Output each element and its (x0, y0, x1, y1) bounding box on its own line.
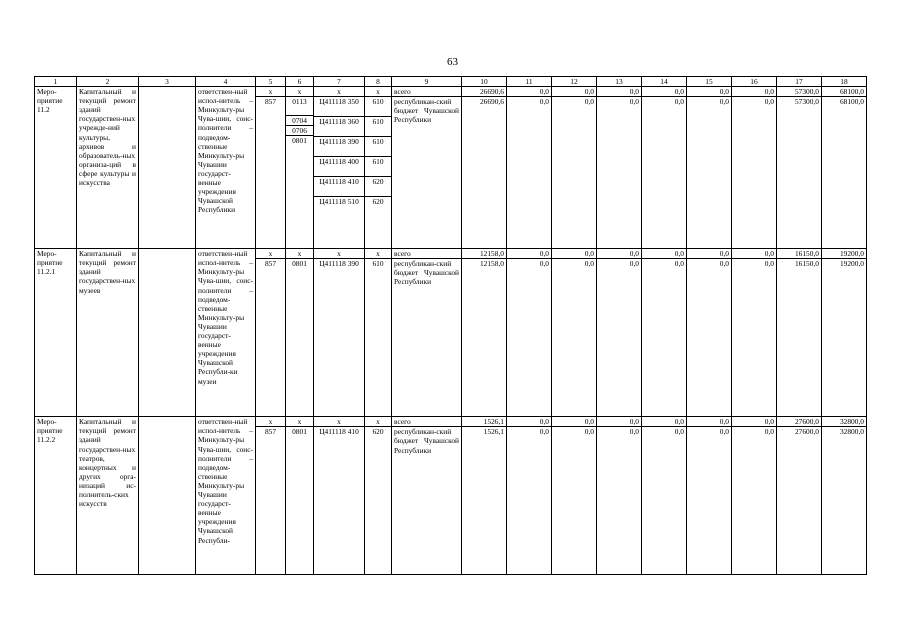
source-cell: всего (392, 87, 462, 97)
empty-cell (139, 249, 196, 417)
csr-cell: Ц411118 390 (314, 259, 365, 417)
value-cell: 32800,0 (822, 427, 867, 575)
value-cell: 0,0 (507, 417, 552, 427)
vr-cell: 620 (365, 177, 391, 197)
value-cell: 0,0 (507, 87, 552, 97)
value-cell: 0,0 (642, 259, 687, 417)
column-number-10: 10 (462, 77, 507, 87)
vr-cell: x (365, 87, 392, 97)
rz-cell: x (286, 87, 314, 97)
value-cell: 68100,0 (822, 87, 867, 97)
column-number-6: 6 (286, 77, 314, 87)
empty-cell (139, 417, 196, 575)
measure-name: Капитальный и текущий ремонт зданий государствен-ных музеев (77, 249, 139, 417)
value-cell: 0,0 (507, 249, 552, 259)
grbs-cell: 857 (256, 97, 286, 249)
source-cell: республикан-ский бюджет Чувашской Республики (392, 97, 462, 249)
table-row (35, 87, 867, 97)
value-cell: 16150,0 (777, 259, 822, 417)
executor: ответствен-ный испол-нитель – Минкульту-ры Чува-шии, соис-полнители – подведом-ственные Минкульту-ры Чувашии государст-венные учреждения Чувашской Республи- (196, 417, 256, 575)
value-cell: 0,0 (687, 417, 732, 427)
column-number-9: 9 (392, 77, 462, 87)
csr-cell: x (314, 87, 365, 97)
measure-code: Меро- приятие 11.2.2 (35, 417, 77, 575)
csr-cell: Ц411118 350 (314, 97, 364, 117)
column-number-18: 18 (822, 77, 867, 87)
value-cell: 57300,0 (777, 87, 822, 97)
source-cell: республикан-ский бюджет Чувашской Республики (392, 427, 462, 575)
column-number-16: 16 (732, 77, 777, 87)
value-cell: 0,0 (642, 417, 687, 427)
measure-name: Капитальный и текущий ремонт зданий государствен-ных учрежде-ний культуры, архивов и образователь-ных организа-ций в сфере культуры и искусства (77, 87, 139, 249)
vr-cell: 610 (365, 97, 391, 117)
vr-cell: x (365, 417, 392, 427)
column-number-11: 11 (507, 77, 552, 87)
rz-cell: x (286, 249, 314, 259)
grbs-cell: x (256, 249, 286, 259)
column-number-15: 15 (687, 77, 732, 87)
executor: ответствен-ный испол-нитель – Минкульту-ры Чува-шии, соис-полнители – подведом-ственные Минкульту-ры Чувашии государст-венные учреждения Чувашской Республи-ки музеи (196, 249, 256, 417)
executor: ответствен-ный испол-нитель – Минкульту-ры Чува-шии, соис-полнители – подведом-ственные Минкульту-ры Чувашии государст-венные учреждения Чувашской Республики (196, 87, 256, 249)
value-cell: 0,0 (732, 87, 777, 97)
column-number-7: 7 (314, 77, 365, 87)
value-cell: 0,0 (597, 417, 642, 427)
csr-cell: Ц411118 390 (314, 137, 364, 157)
source-cell: всего (392, 417, 462, 427)
empty-cell (139, 87, 196, 249)
table-row (35, 417, 867, 427)
column-number-4: 4 (196, 77, 256, 87)
vr-cell: 610 (365, 137, 391, 157)
budget-table (34, 76, 867, 575)
vr-cell: 610 (365, 259, 392, 417)
rz-cell: 0801 (292, 136, 307, 146)
value-cell: 1526,1 (462, 427, 507, 575)
value-cell: 0,0 (552, 87, 597, 97)
value-cell: 57300,0 (777, 97, 822, 249)
value-cell: 0,0 (687, 259, 732, 417)
value-cell: 0,0 (642, 427, 687, 575)
value-cell: 0,0 (732, 417, 777, 427)
value-cell: 0,0 (597, 87, 642, 97)
value-cell: 16150,0 (777, 249, 822, 259)
vr-cell: 620 (372, 197, 384, 207)
value-cell: 0,0 (597, 249, 642, 259)
column-number-5: 5 (256, 77, 286, 87)
value-cell: 0,0 (552, 427, 597, 575)
rz-list (286, 97, 314, 249)
value-cell: 26690,6 (462, 87, 507, 97)
vr-cell: 620 (365, 427, 392, 575)
column-number-17: 17 (777, 77, 822, 87)
rz-cell: 0113 (286, 97, 313, 116)
value-cell: 0,0 (732, 97, 777, 249)
rz-cell: 0704 (286, 116, 313, 126)
value-cell: 0,0 (507, 259, 552, 417)
table-row (35, 249, 867, 259)
value-cell: 19200,0 (822, 249, 867, 259)
measure-code: Меро- приятие 11.2.1 (35, 249, 77, 417)
source-cell: всего (392, 249, 462, 259)
value-cell: 0,0 (552, 97, 597, 249)
column-number-row (35, 77, 867, 87)
rz-cell: x (286, 417, 314, 427)
value-cell: 19200,0 (822, 259, 867, 417)
value-cell: 0,0 (597, 259, 642, 417)
csr-cell: Ц411118 360 (314, 117, 364, 137)
grbs-cell: 857 (256, 427, 286, 575)
value-cell: 0,0 (507, 97, 552, 249)
vr-cell: x (365, 249, 392, 259)
value-cell: 12158,0 (462, 249, 507, 259)
value-cell: 12158,0 (462, 259, 507, 417)
csr-cell: x (314, 249, 365, 259)
rz-cell: 0801 (286, 259, 314, 417)
csr-cell: Ц411118 410 (314, 427, 365, 575)
csr-cell: x (314, 417, 365, 427)
page-number: 63 (447, 56, 458, 68)
value-cell: 0,0 (597, 427, 642, 575)
column-number-12: 12 (552, 77, 597, 87)
value-cell: 0,0 (732, 259, 777, 417)
column-number-3: 3 (139, 77, 196, 87)
value-cell: 27600,0 (777, 417, 822, 427)
value-cell: 0,0 (687, 427, 732, 575)
value-cell: 32800,0 (822, 417, 867, 427)
measure-name: Капитальный и текущий ремонт зданий государствен-ных театров, концертных и других орга-низаций ис-полнитель-ских искусств (77, 417, 139, 575)
column-number-13: 13 (597, 77, 642, 87)
grbs-cell: x (256, 87, 286, 97)
value-cell: 0,0 (687, 87, 732, 97)
value-cell: 0,0 (552, 259, 597, 417)
value-cell: 0,0 (597, 97, 642, 249)
value-cell: 68100,0 (822, 97, 867, 249)
column-number-8: 8 (365, 77, 392, 87)
measure-code: Меро- приятие 11.2 (35, 87, 77, 249)
value-cell: 0,0 (507, 427, 552, 575)
value-cell: 26690,6 (462, 97, 507, 249)
grbs-cell: 857 (256, 259, 286, 417)
csr-list (314, 97, 365, 249)
csr-cell: Ц411118 510 (319, 197, 359, 207)
grbs-cell: x (256, 417, 286, 427)
source-cell: республикан-ский бюджет Чувашской Республики (392, 259, 462, 417)
value-cell: 0,0 (552, 249, 597, 259)
value-cell: 0,0 (642, 87, 687, 97)
value-cell: 0,0 (552, 417, 597, 427)
vr-cell: 610 (365, 157, 391, 177)
column-number-1: 1 (35, 77, 77, 87)
vr-list (365, 97, 392, 249)
value-cell: 0,0 (732, 249, 777, 259)
value-cell: 0,0 (732, 427, 777, 575)
rz-cell: 0801 (286, 427, 314, 575)
value-cell: 0,0 (642, 97, 687, 249)
column-number-2: 2 (77, 77, 139, 87)
vr-cell: 610 (365, 117, 391, 137)
rz-cell: 0706 (286, 126, 313, 136)
value-cell: 1526,1 (462, 417, 507, 427)
value-cell: 27600,0 (777, 427, 822, 575)
csr-cell: Ц411118 400 (314, 157, 364, 177)
csr-cell: Ц411118 410 (314, 177, 364, 197)
column-number-14: 14 (642, 77, 687, 87)
value-cell: 0,0 (687, 249, 732, 259)
value-cell: 0,0 (687, 97, 732, 249)
value-cell: 0,0 (642, 249, 687, 259)
